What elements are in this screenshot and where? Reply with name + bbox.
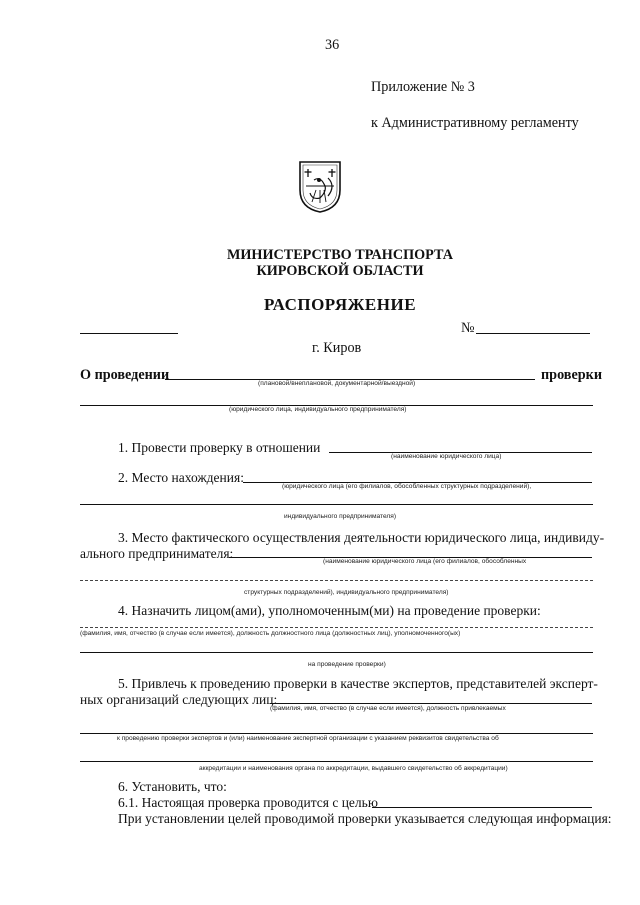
item-2-caption: (юридического лица (его филиалов, обособленных структурных подразделений), xyxy=(282,483,532,490)
item-4-caption-cont: на проведение проверки) xyxy=(308,661,386,668)
item-4-caption: (фамилия, имя, отчество (в случае если имеется), должность должностного лица (должностных лиц), уполномоченного(ых) xyxy=(80,630,461,637)
city-label: г. Киров xyxy=(312,340,362,356)
item-3-line-2-rule xyxy=(80,580,593,581)
inspection-type-caption: (плановой/внеплановой, документарной/выездной) xyxy=(258,380,416,387)
item-5-line xyxy=(270,703,592,704)
item-4-line-2 xyxy=(80,652,593,653)
item-5-caption: (фамилия, имя, отчество (в случае если имеется), должность привлекаемых xyxy=(270,705,506,712)
item-6-1-note: При установлении целей проводимой проверки указывается следующая информация: xyxy=(118,811,612,826)
page-number: 36 xyxy=(325,37,340,53)
item-5-caption-cont: к проведению проверки экспертов и (или) наименование экспертной организации с указанием реквизитов свидетельства об xyxy=(117,735,499,742)
item-1-text: 1. Провести проверку в отношении xyxy=(118,440,321,455)
item-6-1-line xyxy=(372,807,592,808)
date-field-line xyxy=(80,333,178,334)
item-2-caption-cont: индивидуального предпринимателя) xyxy=(284,513,397,520)
item-5-line-2-rule xyxy=(80,733,593,734)
item-2-text: 2. Место нахождения: xyxy=(118,470,244,485)
item-4-text: 4. Назначить лицом(ами), уполномоченным(ми) на проведение проверки: xyxy=(118,603,541,618)
item-3-line-1: 3. Место фактического осуществления деятельности юридического лица, индивиду- xyxy=(118,530,605,545)
item-6-1-text: 6.1. Настоящая проверка проводится с целью xyxy=(118,795,378,810)
inspected-entity-type-caption: (юридического лица, индивидуального предпринимателя) xyxy=(229,406,407,413)
appendix-regulation: к Административному регламенту xyxy=(371,115,579,131)
number-field-line xyxy=(476,333,590,334)
subject-prefix: О проведении xyxy=(80,367,170,383)
item-5-line-2: ных организаций следующих лиц: xyxy=(80,692,278,707)
item-4-line xyxy=(80,627,593,628)
item-3-caption: (наименование юридического лица (его филиалов, обособленных xyxy=(323,558,527,565)
appendix-title: Приложение № 3 xyxy=(371,79,475,95)
item-1-caption: (наименование юридического лица) xyxy=(391,453,502,460)
document-title: РАСПОРЯЖЕНИЕ xyxy=(263,295,417,314)
ministry-name-line1: МИНИСТЕРСТВО ТРАНСПОРТА xyxy=(226,247,453,263)
item-6-text: 6. Установить, что: xyxy=(118,779,227,794)
item-3-caption-cont: структурных подразделений), индивидуального предпринимателя) xyxy=(244,589,449,596)
number-label: № xyxy=(461,320,475,336)
item-5-line-3-rule xyxy=(80,761,593,762)
subject-suffix: проверки xyxy=(541,367,603,383)
kirov-region-coat-of-arms-icon xyxy=(298,160,342,214)
item-2-line-2 xyxy=(80,504,593,505)
item-3-line-2: ального предпринимателя: xyxy=(80,546,234,561)
item-5-line-1: 5. Привлечь к проведению проверки в качестве экспертов, представителей эксперт- xyxy=(118,676,598,691)
item-5-caption-cont2: аккредитации и наименования органа по аккредитации, выдавшего свидетельство об аккредитации) xyxy=(199,765,508,772)
ministry-name-line2: КИРОВСКОЙ ОБЛАСТИ xyxy=(256,263,424,279)
